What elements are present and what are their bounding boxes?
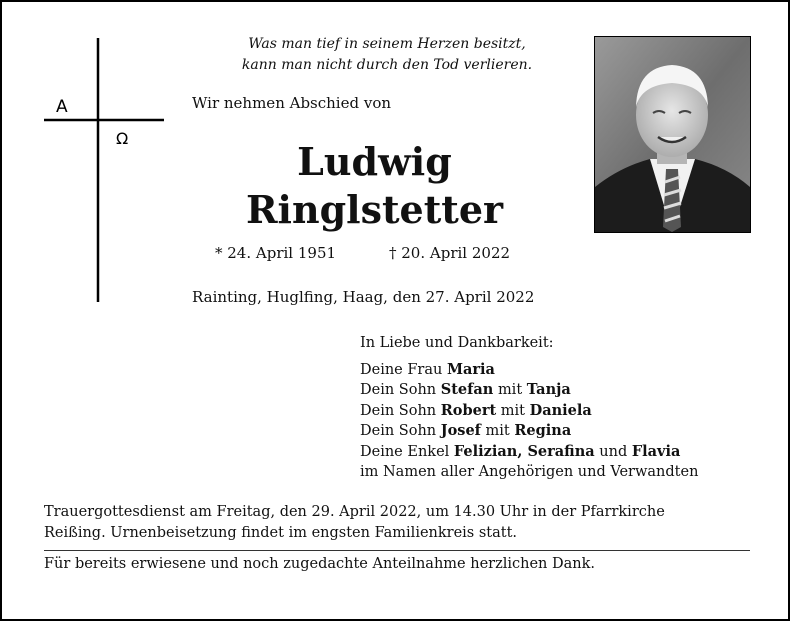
motto-line-2: kann man nicht durch den Tod verlieren. bbox=[241, 57, 533, 73]
motto-line-1: Was man tief in seinem Herzen besitzt, bbox=[248, 36, 526, 52]
service-info bbox=[44, 502, 754, 544]
divider bbox=[44, 550, 750, 551]
last-name: Ringlstetter bbox=[245, 187, 504, 232]
deceased-name bbox=[192, 138, 557, 234]
mourners-heading: In Liebe und Dankbarkeit: bbox=[360, 335, 554, 351]
mourner-son: Dein Sohn Stefan mit Tanja bbox=[360, 381, 571, 398]
birth-date: * 24. April 1951 bbox=[215, 244, 337, 262]
thanks-text: Für bereits erwiesene und noch zugedachte Anteilnahme herzlichen Dank. bbox=[44, 556, 595, 572]
mourner-son: Dein Sohn Josef mit Regina bbox=[360, 422, 572, 439]
portrait-photo bbox=[594, 36, 751, 233]
motto bbox=[202, 34, 572, 76]
portrait-illustration bbox=[595, 37, 750, 232]
omega-symbol: Ω bbox=[116, 129, 129, 148]
death-date: † 20. April 2022 bbox=[389, 244, 511, 262]
place-date: Rainting, Huglfing, Haag, den 27. April 2022 bbox=[192, 288, 535, 306]
intro-text: Wir nehmen Abschied von bbox=[192, 94, 392, 112]
mourner-closing: im Namen aller Angehörigen und Verwandten bbox=[360, 464, 699, 480]
mourner-son: Dein Sohn Robert mit Daniela bbox=[360, 401, 592, 419]
alpha-symbol: A bbox=[56, 97, 68, 117]
wife-name: Maria bbox=[446, 360, 495, 378]
mourner-grandchildren: Deine Enkel Felizian, Serafina und Flavia bbox=[360, 442, 681, 460]
service-line-2: Reißing. Urnenbeisetzung findet im engsten Familienkreis statt. bbox=[44, 525, 518, 541]
mourner-wife: Deine Frau Maria bbox=[360, 360, 495, 378]
mourners-block bbox=[360, 333, 698, 483]
service-line-1: Trauergottesdienst am Freitag, den 29. April 2022, um 14.30 Uhr in der Pfarrkirche bbox=[44, 504, 665, 520]
cross-icon bbox=[40, 32, 170, 307]
first-name: Ludwig bbox=[297, 139, 452, 184]
